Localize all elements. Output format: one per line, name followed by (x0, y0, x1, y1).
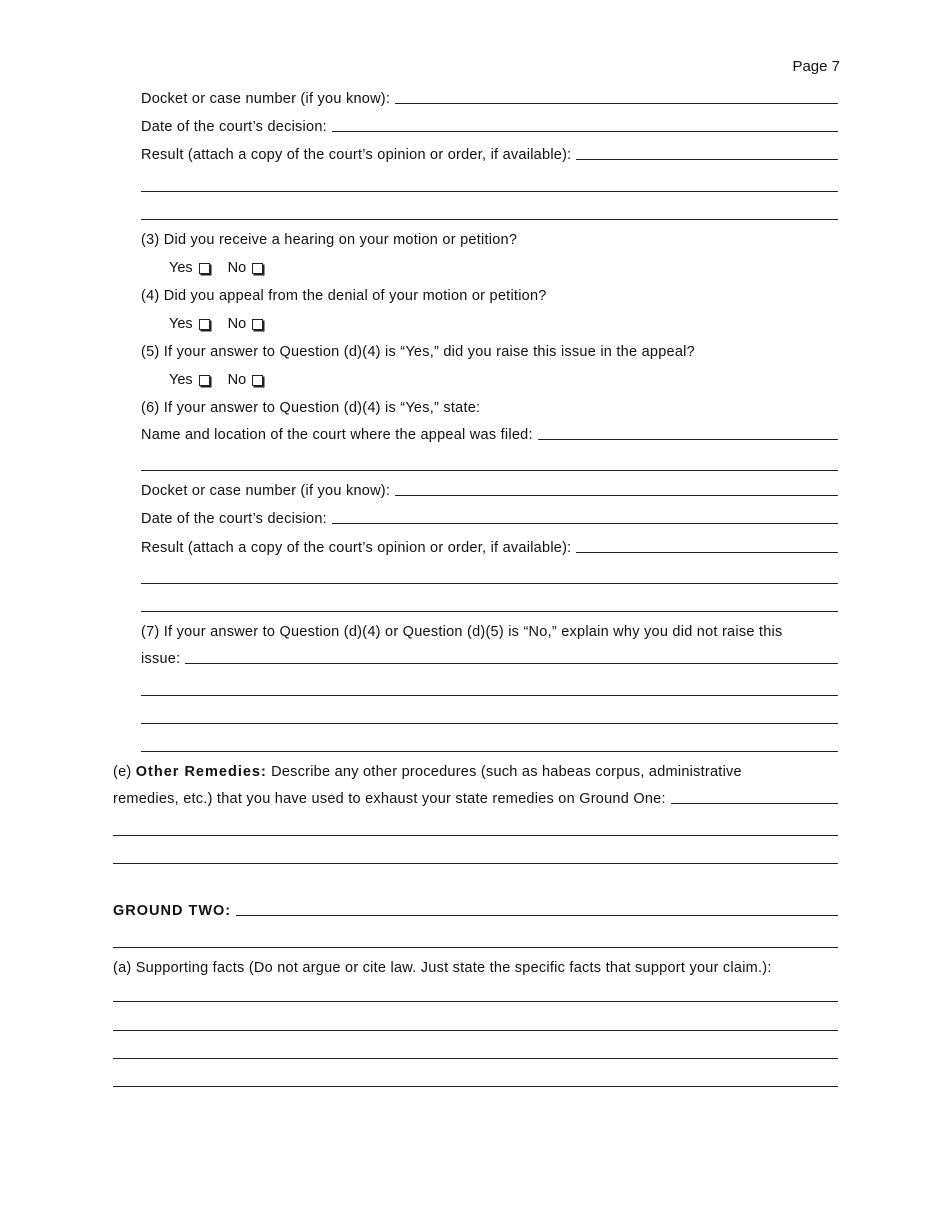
question-5-options (169, 372, 263, 388)
result-continuation-line[interactable] (141, 219, 838, 220)
appeal-court-label: Name and location of the court where the appeal was filed: (141, 427, 533, 443)
yes-checkbox[interactable] (199, 375, 210, 386)
question-5: (5) If your answer to Question (d)(4) is “Yes,” did you raise this issue in the appeal? (141, 344, 695, 360)
question-6: (6) If your answer to Question (d)(4) is “Yes,” state: (141, 400, 481, 416)
question-7-continuation-line[interactable] (141, 695, 838, 696)
result-field[interactable] (576, 159, 838, 160)
question-7-cont: issue: (141, 651, 181, 667)
appeal-docket-field[interactable] (395, 495, 838, 496)
supporting-facts-line[interactable] (113, 1058, 838, 1059)
other-remedies-prefix: (e) (113, 764, 132, 780)
question-7-answer-row (141, 641, 838, 669)
appeal-court-field[interactable] (538, 439, 838, 440)
decision-date-row (141, 109, 838, 137)
ground-two-row (113, 893, 838, 921)
decision-date-label: Date of the court’s decision: (141, 119, 327, 135)
docket-number-field[interactable] (395, 103, 838, 104)
question-4-options (169, 316, 263, 332)
no-checkbox[interactable] (252, 263, 263, 274)
supporting-facts-label: (a) Supporting facts (Do not argue or cite law. Just state the specific facts that support your claim.): (113, 960, 772, 976)
appeal-docket-row (141, 473, 838, 501)
other-remedies-text: Describe any other procedures (such as habeas corpus, administrative (271, 764, 742, 780)
yes-label: Yes (169, 316, 193, 332)
other-remedies-continuation-line[interactable] (113, 835, 838, 836)
other-remedies-text-cont: remedies, etc.) that you have used to exhaust your state remedies on Ground One: (113, 791, 666, 807)
ground-two-label: GROUND TWO: (113, 903, 232, 919)
question-7-field[interactable] (185, 663, 838, 664)
yes-label: Yes (169, 372, 193, 388)
question-4: (4) Did you appeal from the denial of your motion or petition? (141, 288, 547, 304)
appeal-result-label: Result (attach a copy of the court’s opinion or order, if available): (141, 540, 572, 556)
question-3-options (169, 260, 263, 276)
result-row (141, 137, 838, 165)
other-remedies-row (113, 781, 838, 809)
appeal-date-label: Date of the court’s decision: (141, 511, 327, 527)
question-7-continuation-line[interactable] (141, 723, 838, 724)
no-label: No (227, 316, 247, 332)
question-7: (7) If your answer to Question (d)(4) or Question (d)(5) is “No,” explain why you did not raise this (141, 624, 783, 640)
yes-label: Yes (169, 260, 193, 276)
other-remedies-heading (113, 764, 742, 780)
appeal-date-row (141, 501, 838, 529)
appeal-court-continuation-line[interactable] (141, 470, 838, 471)
appeal-docket-label: Docket or case number (if you know): (141, 483, 391, 499)
other-remedies-continuation-line[interactable] (113, 863, 838, 864)
appeal-result-continuation-line[interactable] (141, 611, 838, 612)
ground-two-field[interactable] (236, 915, 838, 916)
docket-number-row (141, 81, 838, 109)
appeal-result-continuation-line[interactable] (141, 583, 838, 584)
appeal-date-field[interactable] (332, 523, 838, 524)
page-number: Page 7 (792, 58, 840, 75)
yes-checkbox[interactable] (199, 263, 210, 274)
supporting-facts-line[interactable] (113, 1030, 838, 1031)
yes-checkbox[interactable] (199, 319, 210, 330)
ground-two-continuation-line[interactable] (113, 947, 838, 948)
question-7-continuation-line[interactable] (141, 751, 838, 752)
other-remedies-field[interactable] (671, 803, 838, 804)
result-label: Result (attach a copy of the court’s opinion or order, if available): (141, 147, 572, 163)
docket-number-label: Docket or case number (if you know): (141, 91, 391, 107)
other-remedies-title: Other Remedies: (135, 764, 267, 780)
appeal-result-row (141, 530, 838, 558)
no-label: No (227, 372, 247, 388)
supporting-facts-line[interactable] (113, 1086, 838, 1087)
no-label: No (227, 260, 247, 276)
decision-date-field[interactable] (332, 131, 838, 132)
appeal-court-row (141, 417, 838, 445)
question-3: (3) Did you receive a hearing on your motion or petition? (141, 232, 518, 248)
appeal-result-field[interactable] (576, 552, 838, 553)
result-continuation-line[interactable] (141, 191, 838, 192)
no-checkbox[interactable] (252, 319, 263, 330)
supporting-facts-line[interactable] (113, 1001, 838, 1002)
no-checkbox[interactable] (252, 375, 263, 386)
